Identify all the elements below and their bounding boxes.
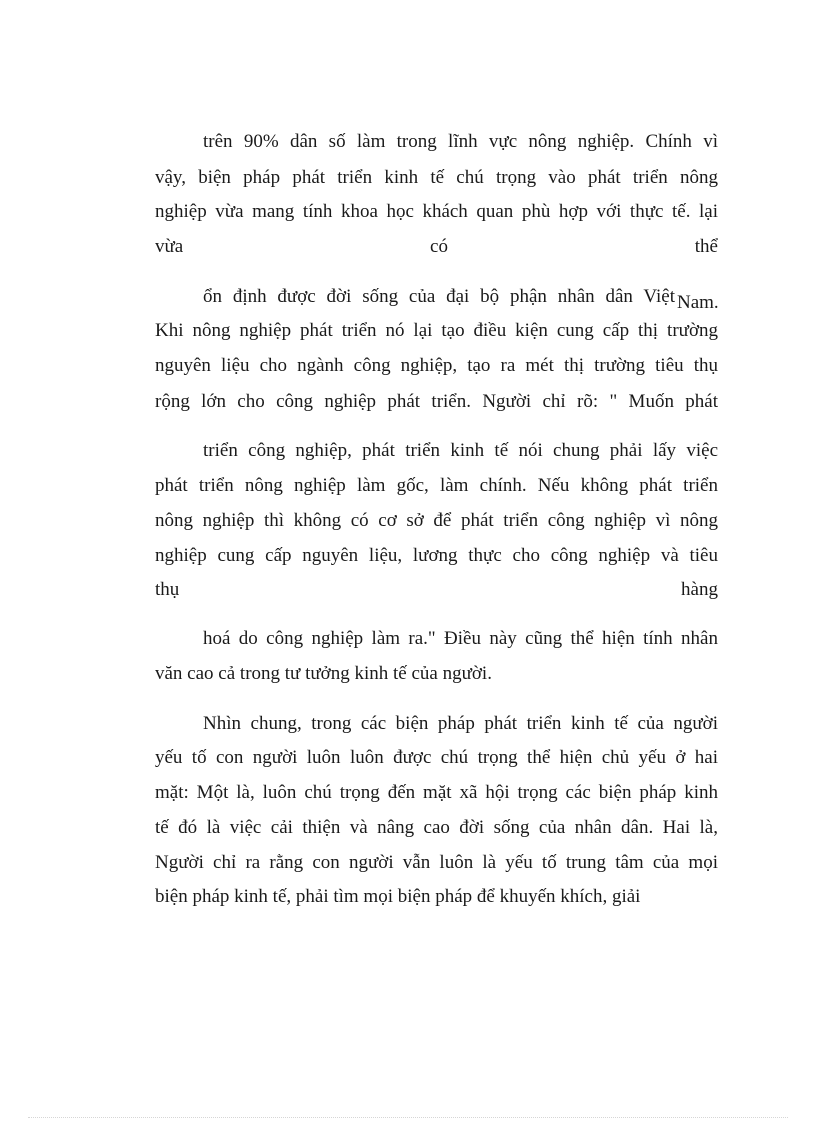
text-line: vậy, biện pháp phát triển kinh tế chú trọng vào phát triển nông (155, 167, 718, 188)
text-line: tế đó là việc cải thiện và nâng cao đời sống của nhân dân. Hai là, (155, 817, 718, 838)
text-line: Khi nông nghiệp phát triển nó lại tạo điều kiện cung cấp thị trường (155, 320, 718, 341)
text-line: Người chỉ ra rằng con người vẫn luôn là yếu tố trung tâm của mọi (155, 852, 718, 873)
text-line: ổn định được đời sống của đại bộ phận nhân dân Việt (203, 286, 675, 307)
text-line: nghiệp vừa mang tính khoa học khách quan phù hợp với thực tế. lại (155, 201, 718, 222)
text-line: trên 90% dân số làm trong lĩnh vực nông nghiệp. Chính vì (203, 131, 718, 152)
text-line: Nhìn chung, trong các biện pháp phát triển kinh tế của người (203, 713, 718, 734)
text-line: nông nghiệp thì không có cơ sở để phát triển công nghiệp vì nông (155, 510, 718, 531)
overflow-word: Nam. (677, 292, 719, 313)
text-line: thụ hàng (155, 579, 718, 600)
text-line: nghiệp cung cấp nguyên liệu, lương thực cho công nghiệp và tiêu (155, 545, 718, 566)
page-bottom-rule (28, 1117, 788, 1118)
text-line: văn cao cả trong tư tưởng kinh tế của người. (155, 663, 492, 684)
text-line: phát triển nông nghiệp làm gốc, làm chính. Nếu không phát triển (155, 475, 718, 496)
text-line: nguyên liệu cho ngành công nghiệp, tạo ra mét thị trường tiêu thụ (155, 355, 718, 376)
text-line: biện pháp kinh tế, phải tìm mọi biện pháp để khuyến khích, giải (155, 886, 641, 907)
text-line: triển công nghiệp, phát triển kinh tế nói chung phải lấy việc (203, 440, 718, 461)
text-line: yếu tố con người luôn luôn được chú trọng thể hiện chủ yếu ở hai (155, 747, 718, 768)
text-line: rộng lớn cho công nghiệp phát triển. Người chỉ rõ: " Muốn phát (155, 391, 718, 412)
text-line: mặt: Một là, luôn chú trọng đến mặt xã hội trọng các biện pháp kinh (155, 782, 718, 803)
text-line: hoá do công nghiệp làm ra." Điều này cũng thể hiện tính nhân (203, 628, 718, 649)
text-line: vừa có thể (155, 236, 718, 257)
